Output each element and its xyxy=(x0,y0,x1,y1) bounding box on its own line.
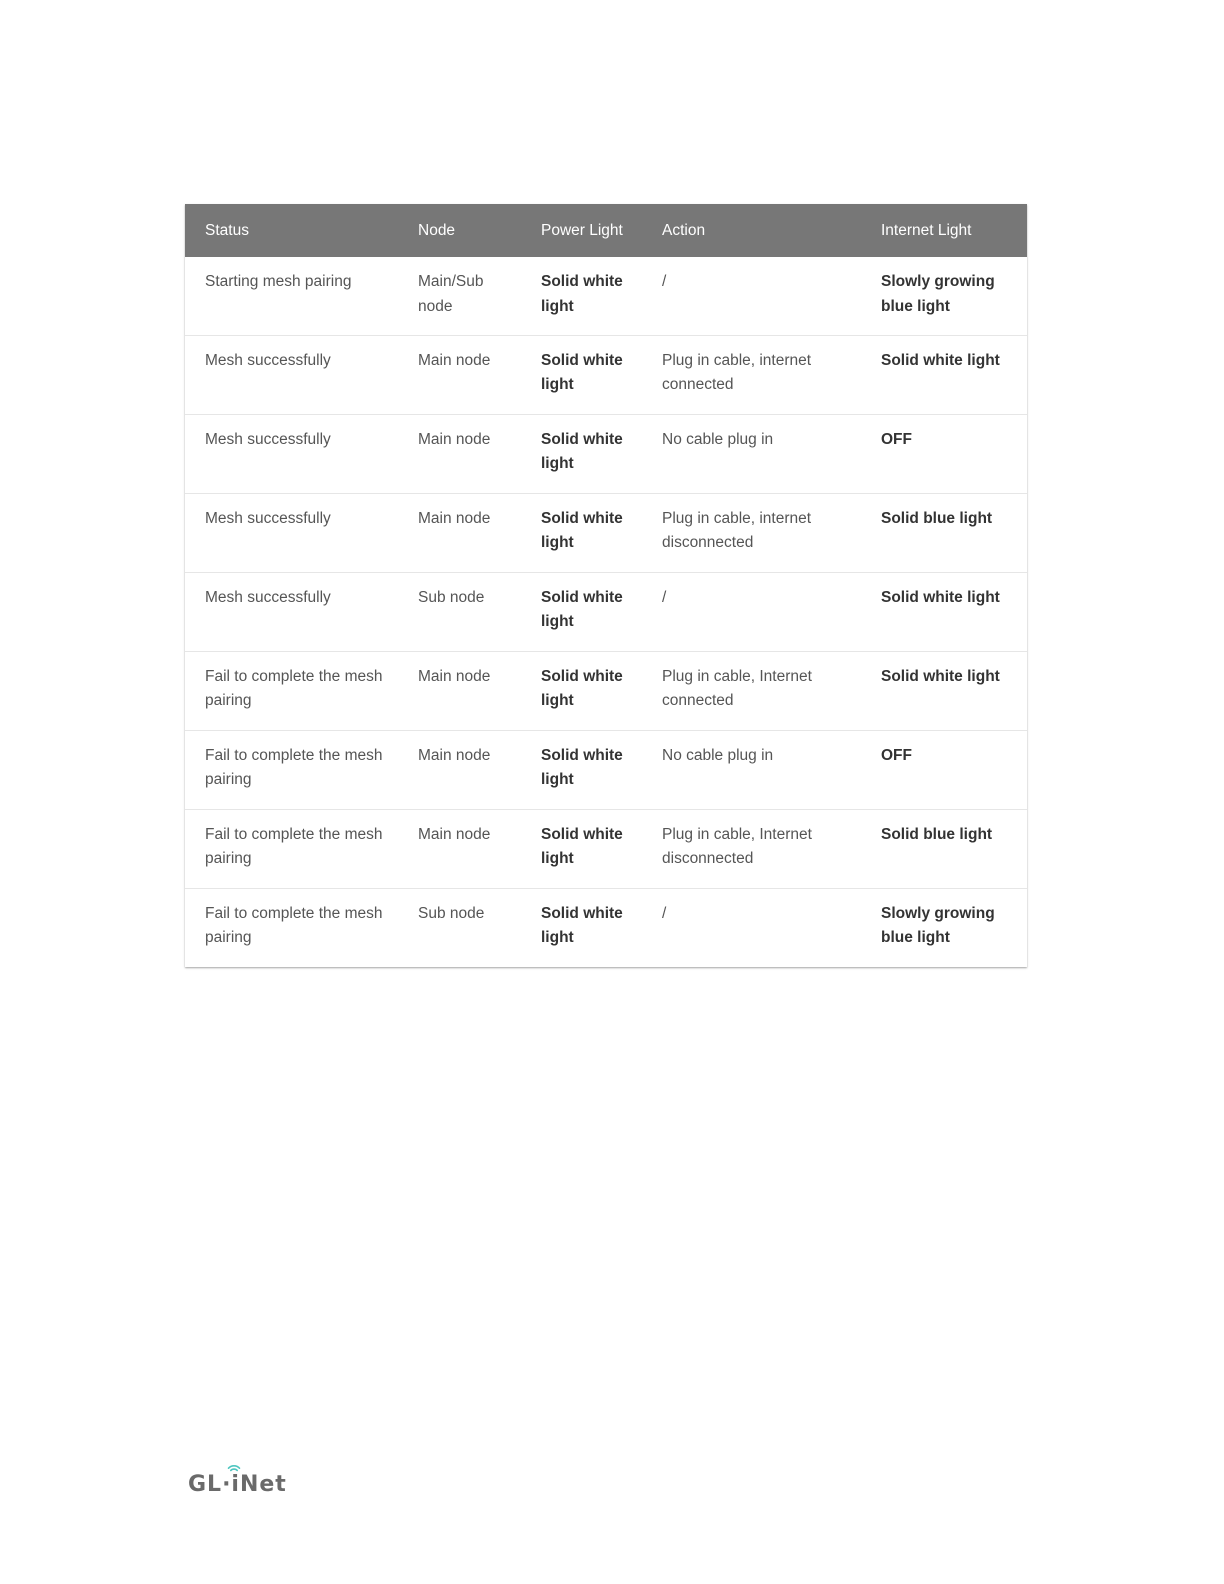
cell-node: Sub node xyxy=(418,588,485,606)
table-row xyxy=(185,572,1027,651)
cell-internet-light: Slowly growing blue light xyxy=(881,273,995,315)
header-status: Status xyxy=(205,221,249,239)
cell-internet-light: Solid blue light xyxy=(881,509,993,527)
cell-status: Mesh successfully xyxy=(205,351,331,369)
cell-power-light: Solid white light xyxy=(541,430,623,472)
cell-power-light: Solid white light xyxy=(541,273,623,315)
table-header xyxy=(185,204,1027,257)
header-internet-light: Internet Light xyxy=(881,221,972,239)
cell-status: Mesh successfully xyxy=(205,509,331,527)
cell-status: Fail to complete the mesh pairing xyxy=(205,904,383,946)
cell-power-light: Solid white light xyxy=(541,509,623,551)
glinet-logo xyxy=(188,1466,298,1498)
cell-power-light: Solid white light xyxy=(541,667,623,709)
cell-status: Fail to complete the mesh pairing xyxy=(205,746,383,788)
cell-action: Plug in cable, internet connected xyxy=(662,351,812,393)
cell-node: Main node xyxy=(418,351,491,369)
table-header-row xyxy=(185,204,1027,257)
cell-node: Sub node xyxy=(418,904,485,922)
cell-status: Fail to complete the mesh pairing xyxy=(205,825,383,867)
table-row xyxy=(185,651,1027,730)
wifi-icon xyxy=(227,1464,241,1474)
cell-node: Main node xyxy=(418,509,491,527)
cell-internet-light: Solid white light xyxy=(881,588,1000,606)
cell-power-light: Solid white light xyxy=(541,904,623,946)
cell-status: Mesh successfully xyxy=(205,430,331,448)
cell-action: Plug in cable, Internet disconnected xyxy=(662,825,812,867)
header-action: Action xyxy=(662,221,706,239)
cell-node: Main/Sub node xyxy=(418,273,484,315)
cell-internet-light: Solid blue light xyxy=(881,825,993,843)
cell-power-light: Solid white light xyxy=(541,588,623,630)
cell-power-light: Solid white light xyxy=(541,351,623,393)
table-row xyxy=(185,493,1027,572)
table-body xyxy=(185,257,1027,967)
cell-internet-light: Slowly growing blue light xyxy=(881,904,995,946)
light-status-table-card xyxy=(185,204,1027,967)
cell-internet-light: OFF xyxy=(881,430,912,448)
table-row xyxy=(185,730,1027,809)
cell-action: / xyxy=(662,273,667,290)
table-row xyxy=(185,257,1027,335)
cell-action: Plug in cable, Internet connected xyxy=(662,667,812,709)
cell-power-light: Solid white light xyxy=(541,825,623,867)
cell-action: No cable plug in xyxy=(662,430,774,448)
cell-internet-light: Solid white light xyxy=(881,667,1000,685)
cell-power-light: Solid white light xyxy=(541,746,623,788)
cell-internet-light: Solid white light xyxy=(881,351,1000,369)
light-status-table xyxy=(185,204,1027,967)
cell-node: Main node xyxy=(418,430,491,448)
cell-status: Mesh successfully xyxy=(205,588,331,606)
cell-action: / xyxy=(662,904,667,922)
cell-internet-light: OFF xyxy=(881,746,912,764)
cell-status: Fail to complete the mesh pairing xyxy=(205,667,383,709)
cell-node: Main node xyxy=(418,825,491,843)
logo-text: GL·iNet xyxy=(188,1472,287,1497)
table-row xyxy=(185,809,1027,888)
cell-action: Plug in cable, internet disconnected xyxy=(662,509,812,551)
cell-status: Starting mesh pairing xyxy=(205,273,352,290)
cell-node: Main node xyxy=(418,746,491,764)
table-row xyxy=(185,335,1027,414)
table-row xyxy=(185,888,1027,967)
header-node: Node xyxy=(418,221,456,239)
table-row xyxy=(185,414,1027,493)
cell-action: / xyxy=(662,588,667,606)
cell-action: No cable plug in xyxy=(662,746,774,764)
header-power-light: Power Light xyxy=(541,221,623,239)
cell-node: Main node xyxy=(418,667,491,685)
